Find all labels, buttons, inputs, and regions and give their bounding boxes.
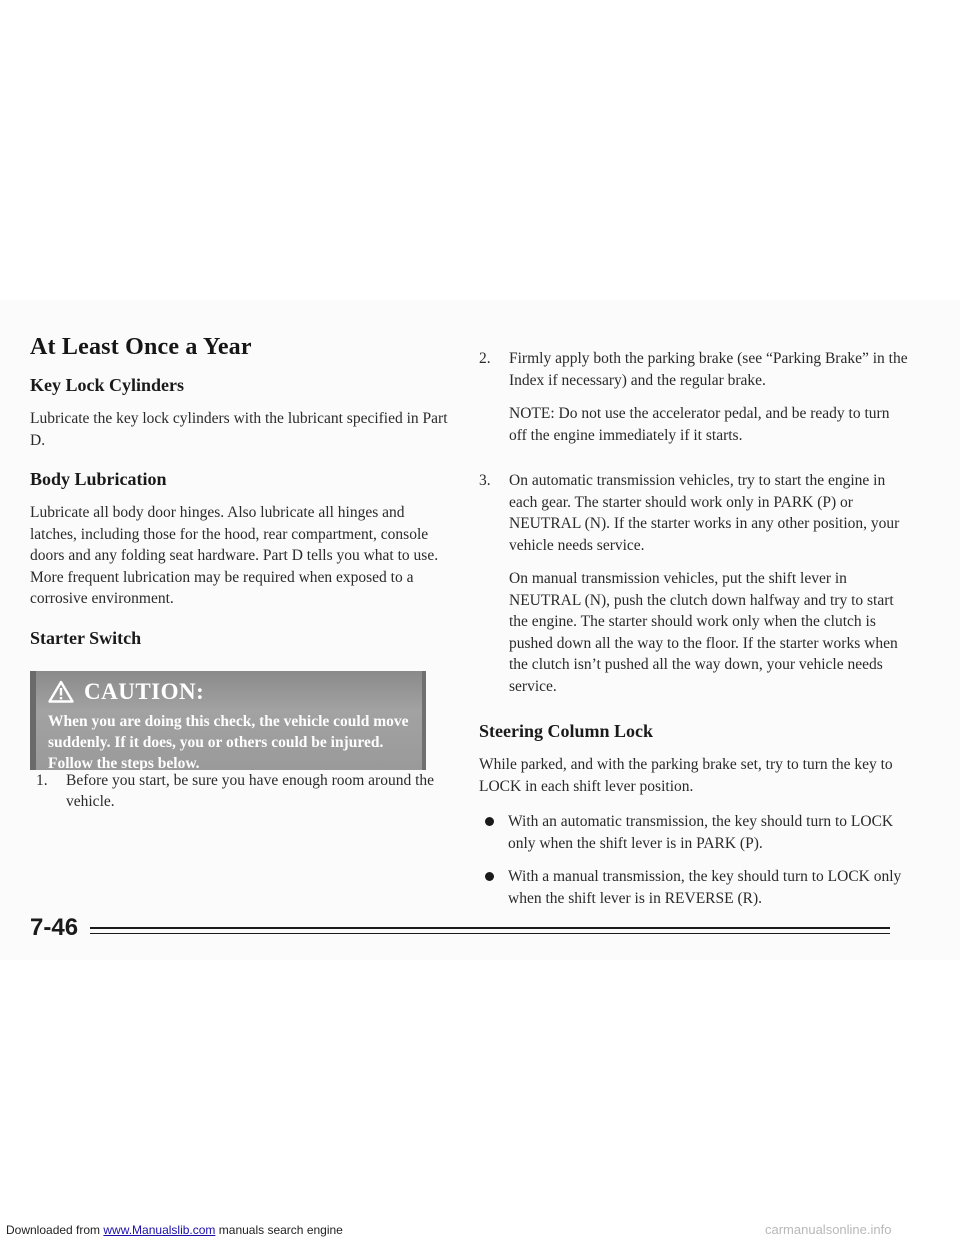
caution-header xyxy=(48,679,412,705)
step-text-manual: On manual transmission vehicles, put the shift lever in NEUTRAL (N), push the clutch down halfway and try to start the engine. The starter should work only when the clutch is pushed down all the way to the floor. If the starter works when the clutch isn’t pushed all the way down, your vehicle needs service. xyxy=(509,570,898,695)
watermark: carmanualsonline.info xyxy=(765,1222,892,1237)
banner-suffix: manuals search engine xyxy=(215,1223,343,1237)
step-number: 3. xyxy=(479,472,491,489)
caution-text: When you are doing this check, the vehicle could move suddenly. If it does, you or others could be injured. Follow the steps below. xyxy=(48,712,409,772)
warning-triangle-icon xyxy=(48,680,74,703)
step-content xyxy=(509,348,911,458)
bullet-icon xyxy=(485,872,494,881)
steering-bullets xyxy=(479,811,911,909)
bullet-text: With an automatic transmission, the key should turn to LOCK only when the shift lever is in PARK (P). xyxy=(508,813,894,852)
step-number: 1. xyxy=(36,771,48,789)
step-content xyxy=(509,470,911,709)
left-column xyxy=(30,318,450,825)
list-item xyxy=(479,811,911,854)
key-lock-text: Lubricate the key lock cylinders with the lubricant specified in Part D. xyxy=(30,410,448,449)
footer-rule xyxy=(90,927,890,934)
bullet-text: With a manual transmission, the key should turn to LOCK only when the shift lever is in REVERSE (R). xyxy=(508,868,902,907)
caution-title: CAUTION: xyxy=(84,678,205,704)
body-lubrication-text: Lubricate all body door hinges. Also lubricate all hinges and latches, including those for the hood, rear compartment, console doors and any folding seat hardware. Part D tells you what to use. More frequent lubrication may be required when exposed to a corrosive environment. xyxy=(30,504,439,607)
manualslib-link[interactable]: www.Manualslib.com xyxy=(103,1223,216,1237)
bullet-icon xyxy=(485,817,494,826)
step-text: Before you start, be sure you have enough room around the vehicle. xyxy=(66,771,435,810)
starter-steps-left xyxy=(30,770,450,813)
page-number: 7-46 xyxy=(30,914,79,941)
step-text: On automatic transmission vehicles, try to start the engine in each gear. The starter should work only in PARK (P) or NEUTRAL (N). If the starter works in any other position, your vehicle needs service. xyxy=(509,472,900,554)
step-item xyxy=(479,470,911,709)
list-item xyxy=(479,866,911,909)
right-column xyxy=(479,318,911,921)
steering-column-lock-text: While parked, and with the parking brake set, try to turn the key to LOCK in each shift lever position. xyxy=(479,756,893,795)
step-text: Firmly apply both the parking brake (see “Parking Brake” in the Index if necessary) and the regular brake. xyxy=(509,350,908,389)
starter-steps-right xyxy=(479,348,911,709)
caution-box xyxy=(30,671,426,770)
starter-switch-heading: Starter Switch xyxy=(30,627,142,648)
step-item xyxy=(30,770,450,813)
step-number: 2. xyxy=(479,350,491,367)
download-banner xyxy=(6,1223,343,1237)
steering-column-lock-heading: Steering Column Lock xyxy=(479,721,654,741)
key-lock-heading: Key Lock Cylinders xyxy=(30,375,185,395)
banner-prefix: Downloaded from xyxy=(6,1223,104,1237)
body-lubrication-heading: Body Lubrication xyxy=(30,469,167,489)
step-item xyxy=(479,348,911,458)
step-note: NOTE: Do not use the accelerator pedal, and be ready to turn off the engine immediately if it starts. xyxy=(509,405,890,444)
section-title: At Least Once a Year xyxy=(30,334,252,360)
